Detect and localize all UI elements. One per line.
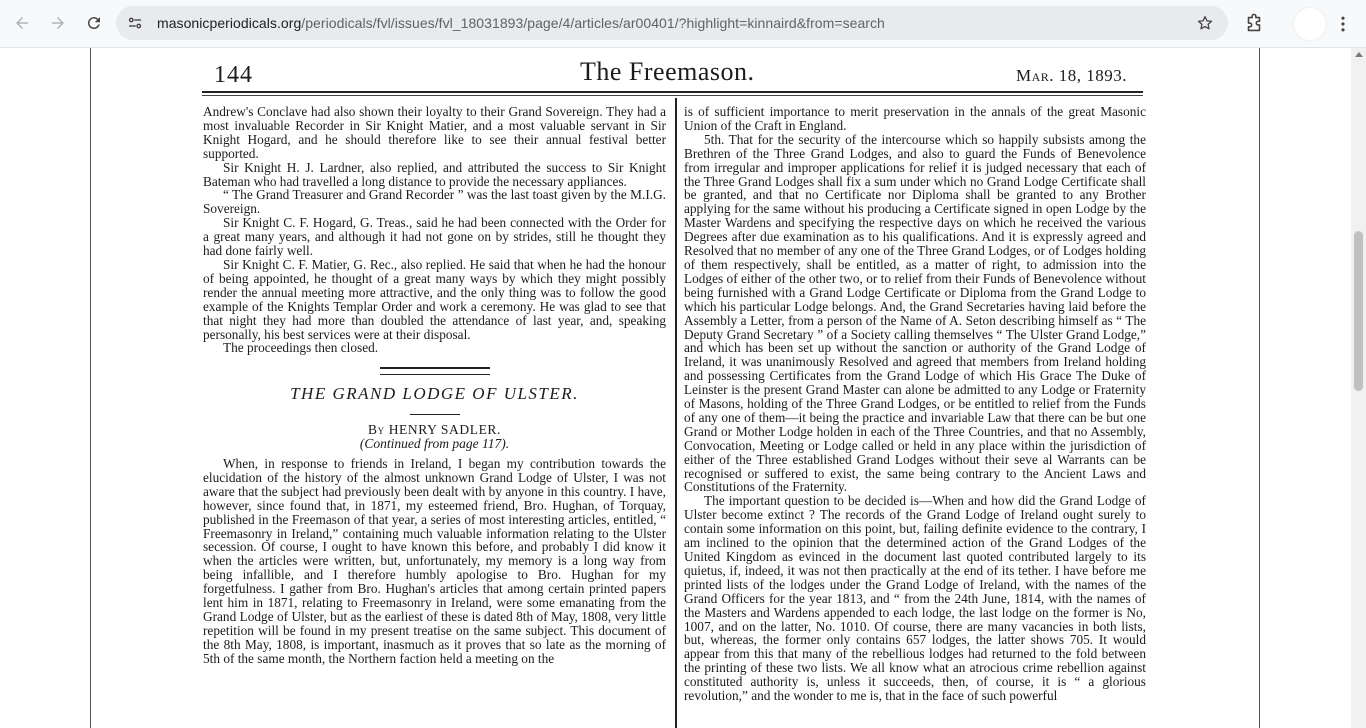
article-byline	[203, 423, 666, 437]
site-info-icon[interactable]	[126, 14, 144, 32]
article-paragraph: The proceedings then closed.	[223, 340, 379, 356]
article-paragraph: Sir Knight H. J. Lardner, also replied, and attributed the success to Sir Knight Bateman who had travelled a long distance to provide the necessary appliances.	[203, 159, 666, 189]
article-paragraph: Andrew's Conclave had also shown their loyalty to their Grand Sovereign. They had a most invaluable Recorder in Sir Knight Matier, and a most valuable servant in Sir Knight Hogard, and he should therefore like to see their annual festival better supported.	[203, 104, 666, 161]
page-number: 144	[214, 62, 253, 88]
back-button[interactable]	[7, 8, 37, 38]
page-viewport	[0, 48, 1351, 728]
column-divider	[675, 98, 677, 728]
bookmark-star-icon[interactable]	[1196, 14, 1214, 32]
kebab-menu-icon[interactable]	[1333, 13, 1353, 35]
article-paragraph: The important question to be decided is—When and how did the Grand Lodge of Ulster become extinct ? The records of the Grand Lodge of Ireland ought surely to contain some information on this point, but, failing definite evidence to the contrary, I am inclined to the opinion that the determined action of the Grand Lodges of the United Kingdom as evinced in the document last quoted contributed largely to its quietus, if, indeed, it was not then practically at the end of its tether. I have before me printed lists of the lodges under the Grand Lodge of Ireland, with the names of the Grand Officers for the year 1813, and “ from the 24th June, 1814, with the names of the Masters and Wardens appended to each lodge, the last lodge on the former is No, 1007, and on the latter, No. 1010. Of course, there are many vacancies in both lists, but, whereas, the former only contains 657 lodges, the latter shows 705. It would appear from this that many of the rebellious lodges had returned to the fold between the printing of these two lists. We all know what an atrocious crime rebellion against constituted authority is, unless it succeeds, then, of course, it is “ a glorious revolution,” and the wonder to me is, that in the face of such powerful	[684, 493, 1146, 704]
article-paragraph: Sir Knight C. F. Hogard, G. Treas., said he had been connected with the Order for a great many years, and although it had not gone on by strides, still he thought they had done fairly well.	[203, 215, 666, 259]
back-arrow-icon	[13, 14, 31, 32]
url-text[interactable]	[157, 15, 885, 31]
url-path: /periodicals/fvl/issues/fvl_18031893/page/4/articles/ar00401/?highlight=kinnaird&from=search	[301, 15, 885, 31]
browser-toolbar	[0, 0, 1366, 48]
reload-button[interactable]	[79, 8, 109, 38]
left-column	[203, 105, 666, 666]
vertical-scrollbar[interactable]	[1351, 48, 1366, 728]
forward-button[interactable]	[43, 8, 73, 38]
masthead-rule	[202, 91, 1143, 93]
article-paragraph: “ The Grand Treasurer and Grand Recorder ” was the last toast given by the M.I.G. Sovereign.	[203, 187, 666, 217]
heading-rule	[410, 414, 460, 415]
byline-prefix: By	[367, 422, 385, 438]
article-paragraph: 5th. That for the security of the intercourse which so happily subsists among the Brethren of the Three Grand Lodges, and also to guard the Funds of Benevolence from irregular and improper applications for relief it is judged necessary that each of the Three Grand Lodges shall fix a sum under which no Grand Lodge Certificate shall be granted, and that no Certificate nor Diploma shall be granted to any Brother applying for the same without his producing a Certificate signed in open Lodge by the Master Wardens and specifying the respective days on which he received the various Degrees after due examination as to his qualifications. And it is expressly agreed and Resolved that no member of any one of the Three Grand Lodges, or of Lodges holding of them respectively, shall be entitled, as a matter of right, to admission into the Lodges of either of the other two, or to relief from their Funds of Benevolence without being furnished with a Grand Lodge Certificate or Diploma from the Grand Lodge to which his particular Lodge belongs. And, the Grand Secretaries having laid before the Assembly a Letter, from a person of the Name of A. Seton describing himself as “ The Deputy Grand Secretary ” of a Society calling themselves “ The Ulster Grand Lodge,” and which has been set up without the sanction or authority of the Grand Lodge of Ireland, it was unanimously Resolved and agreed that members from Ireland holding and possessing Certificates from the Grand Lodge of which His Grace The Duke of Leinster is the present Grand Master can alone be admitted to any Lodge or Fraternity of Masons, holding of the Three Grand Lodges, or be entitled to relief from the Funds of any one of them—it being the practice and invariable Law that there can be but one Grand or Mother Lodge holden in each of the Three Countries, and that no Assembly, Convocation, Meeting or Lodge called or held in any place within the jurisdiction of either of the Three established Grand Lodges without their seve al Warrants can be recognised or suffered to exist, the same being contrary to the Ancient Laws and Constitutions of the Fraternity.	[684, 131, 1146, 495]
url-host: masonicperiodicals.org	[157, 15, 302, 31]
reload-icon	[85, 14, 103, 32]
article-paragraph: Sir Knight C. F. Matier, G. Rec., also replied. He said that when he had the honour of being appointed, he thought of a great many ways by which they might possibly render the annual meeting more attractive, and the only thing was to follow the good example of the Knights Templar Order and work a ceremony. He was glad to see that that night they had more than doubled the attendance of last year, and, speaking personally, his best services were at their disposal.	[203, 256, 666, 342]
article-heading: THE GRAND LODGE OF ULSTER.	[290, 384, 579, 404]
section-ornament-rule	[380, 367, 490, 375]
scrollbar-thumb[interactable]	[1354, 231, 1363, 391]
continued-note: (Continued from page 117).	[359, 436, 510, 452]
address-bar[interactable]	[116, 6, 1228, 40]
masthead-rule-thin	[202, 95, 1143, 96]
profile-avatar[interactable]	[1293, 7, 1327, 41]
byline-author: HENRY SADLER.	[388, 422, 501, 438]
issue-date: Mar. 18, 1893.	[1016, 66, 1128, 85]
extensions-icon[interactable]	[1243, 13, 1265, 35]
article-paragraph: is of sufficient importance to merit preservation in the annals of the great Masonic Union of the Craft in England.	[684, 104, 1146, 133]
newspaper-title: The Freemason.	[580, 57, 755, 86]
right-column	[684, 105, 1146, 703]
forward-arrow-icon	[49, 14, 67, 32]
article-paragraph: When, in response to friends in Ireland, I began my contribution towards the elucidation of the history of the almost unknown Grand Lodge of Ulster, I was not aware that the subject had previously been dealt with by anyone in this country. I have, however, since found that, in 1871, my esteemed friend, Bro. Hughan, of Torquay, published in the Freemason of that year, a series of most interesting articles, entitled, “ Freemasonry in Ireland,” containing much valuable information relating to the Ulster secession. Of course, I ought to have known this before, and probably I did know it when the articles were written, but, unfortunately, my memory is a long way from being infallible, and I therefore humbly apologise to Bro. Hughan for my forgetfulness. I gather from Bro. Hughan's articles that among certain printed papers lent him in 1871, relating to Freemasonry in Ireland, were some emanating from the Grand Lodge of Ulster, but as the earliest of these is dated 8th of May, 1808, very little repetition will be found in my present treatise on the same subject. This document of the 8th May, 1808, is important, inasmuch as it proves that so late as the morning of 5th of the same month, the Northern faction held a meeting on the	[203, 456, 666, 666]
scroll-up-arrow-icon[interactable]	[1355, 52, 1363, 57]
